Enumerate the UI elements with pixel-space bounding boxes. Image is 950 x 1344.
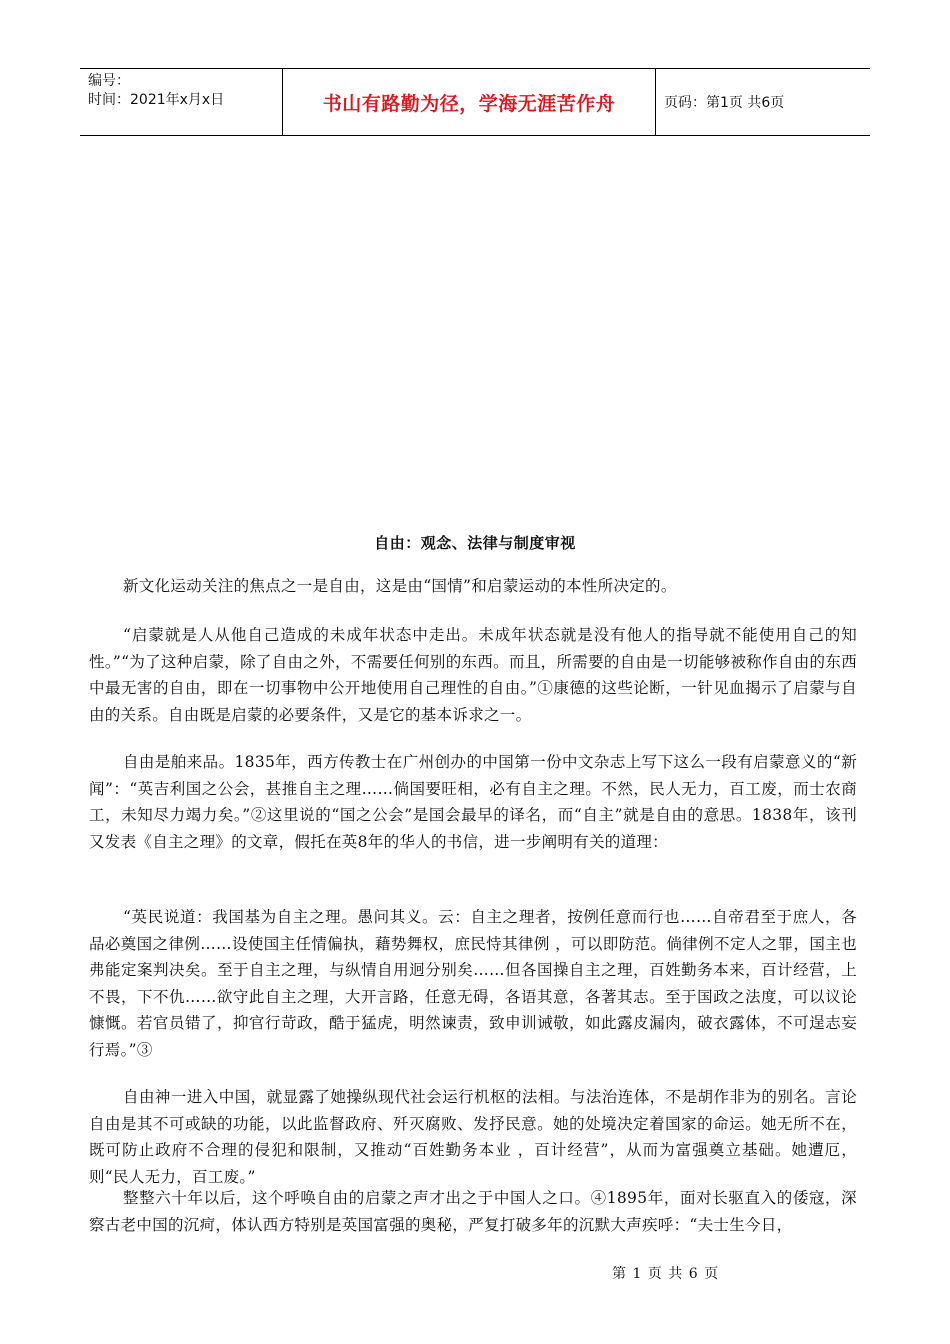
paragraph-5: 自由神一进入中国，就显露了她操纵现代社会运行机枢的法相。与法治连体，不是胡作非为的别名。言论自由是其不可或缺的功能，以此监督政府、歼灭腐败、发抒民意。她的处境决定着国家的命运。她无所不在，既可防止政府不合理的侵犯和限制，又推动“百姓勤务本业 ，百计经营”，从而为富强奠立基础。她遭厄，则“民人无力，百工废。” [89,1088,857,1186]
paragraph-3: 自由是舶来品。1835年，西方传教士在广州创办的中国第一份中文杂志上写下这么一段有启蒙意义的“新闻”：“英吉利国之公会，甚推自主之理……倘国要旺相，必有自主之理。不然，民人无力，百工废，而士农商工，未知尽力竭力矣。”②这里说的“国之公会”是国会最早的译名，而“自主”就是自由的意思。1838年，该刊又发表《自主之理》的文章，假托在英8年的华人的书信，进一步阐明有关的道理： [89,753,857,851]
paragraph-4-quote: “英民说道：我国基为自主之理。愚问其义。云：自主之理者，按例任意而行也……自帝君至于庶人，各品必奠国之律例……设使国主任情偏执，藉势舞权，庶民恃其律例 ，可以即防范。倘律例不定人之罪，国主也弗能定案判决矣。至于自主之理，与纵情自用迥分别矣……但各国操自主之理，百姓勤务本来，百计经营，上不畏，下不仇……欲守此自主之理，大开言路，任意无碍，各语其意，各著其志。至于国政之法度，可以议论慷慨。若官员错了，抑官行苛政，酷于猛虎，明然谏责，致申训诫敬，如此露皮漏肉，破衣露体，不可逞志妄行焉。”③ [89,908,857,1059]
header-meta [80,69,283,135]
paragraph-1: 新文化运动关注的焦点之一是自由，这是由“国情”和启蒙运动的本性所决定的。 [123,577,677,595]
paragraph-2: “启蒙就是人从他自己造成的未成年状态中走出。未成年状态就是没有他人的指导就不能使用自己的知性。”“为了这种启蒙，除了自由之外，不需要任何别的东西。而且，所需要的自由是一切能够被称作自由的东西中最无害的自由，即在一切事物中公开地使用自己理性的自由。”①康德的这些论断，一针见血揭示了启蒙与自由的关系。自由既是启蒙的必要条件，又是它的基本诉求之一。 [89,626,857,724]
header-motto: 书山有路勤为径，学海无涯苦作舟 [283,69,656,135]
paragraph-6: 整整六十年以后，这个呼唤自由的启蒙之声才出之于中国人之口。④1895年，面对长驱直入的倭寇，深察古老中国的沉疴，体认西方特别是英国富强的奥秘，严复打破多年的沉默大声疾呼：“夫士生今日， [89,1189,857,1234]
document-number: 编号： [88,73,130,89]
document-title: 自由：观念、法律与制度审视 [374,534,576,552]
page-footer: 第 1 页 共 6 页 [612,1266,720,1282]
document-time: 时间：2021年x月x日 [88,92,225,108]
header-table [80,68,870,136]
header-page-info: 页码：第1页 共6页 [664,95,785,111]
